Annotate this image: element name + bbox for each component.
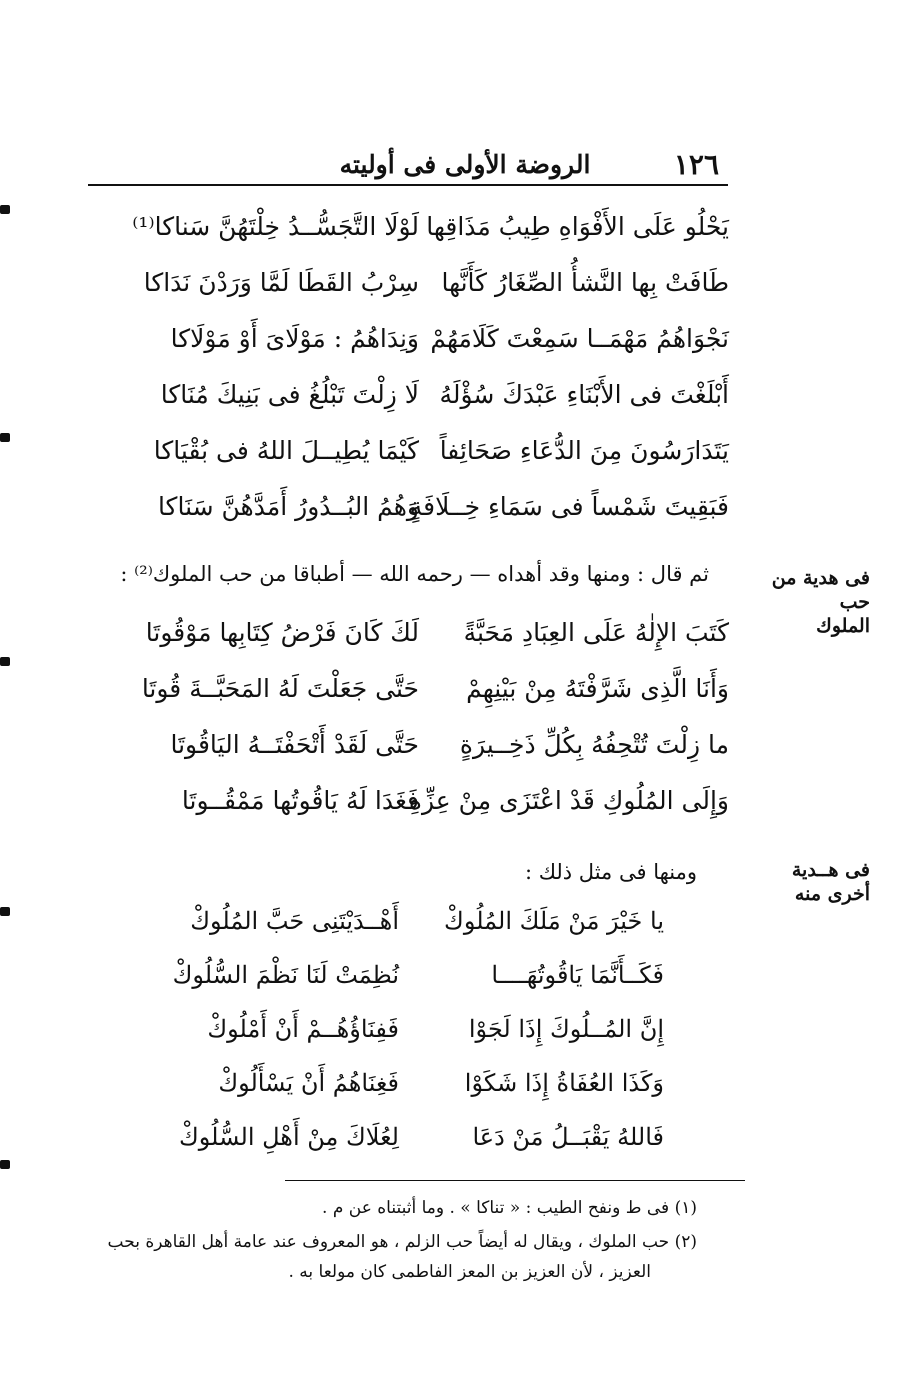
verse-first-hemistich: إِنَّ المُــلُوكَ إِذَا لَجَوْا bbox=[468, 1015, 664, 1043]
verse-first-hemistich: فَاللهُ يَقْبَــلُ مَنْ دَعَا bbox=[472, 1123, 664, 1151]
verse-first-hemistich: يَتَدَارَسُونَ مِنَ الدُّعَاءِ صَحَائِفاً bbox=[439, 436, 729, 465]
verse-first-hemistich: وَكَذَا العُفَاةُ إِذَا شَكَوْا bbox=[464, 1069, 664, 1097]
running-title: الروضة الأولى فى أوليته bbox=[339, 150, 591, 179]
intro-line: ثم قال : ومنها وقد أهداه — رحمه الله — أطباقا من حب الملوك⁽²⁾ : bbox=[120, 562, 709, 586]
verse-first-hemistich: يَحْلُو عَلَى الأَفْوَاهِ طِيبُ مَذَاقِها bbox=[426, 212, 729, 241]
verse-line bbox=[99, 674, 729, 730]
verse-line bbox=[99, 436, 729, 492]
verse-second-hemistich: لَوْلَا التَّجَسُّــدُ خِلْتَهُنَّ سَناكا⁽¹⁾ bbox=[132, 212, 419, 241]
verse-line bbox=[99, 268, 729, 324]
footnote: (٢) حب الملوك ، ويقال له أيضاً حب الزلم ، هو المعروف عند عامة أهل القاهرة بحب bbox=[107, 1232, 697, 1252]
verse-first-hemistich: فَكَــأَنَّمَا يَاقُوتُهَــــا bbox=[491, 961, 664, 989]
verse-line bbox=[159, 907, 664, 961]
verse-first-hemistich: يا خَيْرَ مَنْ مَلَكَ المُلُوكْ bbox=[444, 907, 664, 935]
header-rule bbox=[88, 184, 728, 186]
verse-second-hemistich: حَتَّى لَقَدْ أَتْحَفْتَــهُ اليَاقُوتَا bbox=[170, 730, 419, 759]
verse-first-hemistich: طَافَتْ بِها النَّشأُ الصِّغَارُ كَأَنَّها bbox=[441, 268, 729, 297]
scan-edge-mark bbox=[0, 907, 10, 916]
verse-line bbox=[99, 618, 729, 674]
scan-edge-mark bbox=[0, 657, 10, 666]
verse-second-hemistich: فَفِنَاؤُهُــمْ أَنْ أَمْلُوكْ bbox=[207, 1015, 399, 1043]
verse-second-hemistich: وَنِدَاهُمُ : مَوْلَاىَ أَوْ مَوْلَاكا bbox=[170, 324, 419, 353]
verse-second-hemistich: لَا زِلْتَ تَبْلُغُ فى بَنِيكَ مُنَاكا bbox=[160, 380, 419, 409]
margin-note: فى هدية من حب الملوك bbox=[771, 567, 870, 637]
footnote: (١) فى ط ونفح الطيب : « تناكا » . وما أثبتناه عن م . bbox=[322, 1198, 697, 1218]
verse-second-hemistich: سِرْبُ القَطَا لَمَّا وَرَدْنَ نَدَاكا bbox=[143, 268, 419, 297]
verse-line bbox=[159, 1123, 664, 1177]
verse-second-hemistich: لَكَ كَانَ فَرْضُ كِتَابِها مَوْقُوتَا bbox=[145, 618, 419, 647]
verse-line bbox=[99, 492, 729, 548]
verse-line bbox=[99, 786, 729, 842]
verse-second-hemistich: نُظِمَتْ لَنَا نَظْمَ السُّلُوكْ bbox=[172, 961, 399, 989]
verse-line bbox=[159, 1069, 664, 1123]
verse-second-hemistich: لِعُلَاكَ مِنْ أَهْلِ السُّلُوكْ bbox=[178, 1123, 399, 1151]
verse-first-hemistich: أَبْلَغْتَ فى الأَبْنَاءِ عَبْدَكَ سُؤْلَهُ bbox=[439, 380, 729, 409]
scan-edge-mark bbox=[0, 205, 10, 214]
verse-first-hemistich: وَأَنَا الَّذِى شَرَّفْتَهُ مِنْ بَيْنِهِمْ bbox=[466, 674, 729, 703]
footnote-rule bbox=[285, 1180, 745, 1181]
verse-first-hemistich: فَبَقِيتَ شَمْساً فى سَمَاءِ خِــلَافَةٍ bbox=[409, 492, 729, 521]
verse-first-hemistich: ما زِلْتَ تُتْحِفُهُ بِكُلِّ ذَخِــيرَةٍ bbox=[459, 730, 729, 759]
verse-line bbox=[99, 380, 729, 436]
verse-line bbox=[159, 961, 664, 1015]
page-number: ١٢٦ bbox=[673, 148, 719, 181]
verse-second-hemistich: حَتَّى جَعَلْتَ لَهُ المَحَبَّــةَ قُوتَا bbox=[141, 674, 419, 703]
scan-edge-mark bbox=[0, 1160, 10, 1169]
verse-line bbox=[99, 212, 729, 268]
verse-second-hemistich: أَهْــدَيْتَنِى حَبَّ المُلُوكْ bbox=[190, 907, 399, 935]
scan-edge-mark bbox=[0, 433, 10, 442]
verse-first-hemistich: نَجْوَاهُمُ مَهْمَــا سَمِعْتَ كَلَامَهُمْ bbox=[430, 324, 729, 353]
verse-second-hemistich: فَغَدَا لَهُ يَاقُوتُها مَمْقُــوتَا bbox=[181, 786, 419, 815]
verse-line bbox=[99, 730, 729, 786]
intro-line: ومنها فى مثل ذلك : bbox=[524, 860, 697, 884]
verse-second-hemistich: فَغِنَاهُمُ أَنْ يَسْأَلُوكْ bbox=[218, 1069, 399, 1097]
verse-line bbox=[159, 1015, 664, 1069]
margin-note: فى هــدية أخرى منه bbox=[791, 859, 870, 905]
verse-first-hemistich: كَتَبَ الإِلٰهُ عَلَى العِبَادِ مَحَبَّةً bbox=[463, 618, 729, 647]
verse-second-hemistich: وَهُمُ البُــدُورُ أَمَدَّهُنَّ سَنَاكا bbox=[157, 492, 419, 521]
verse-second-hemistich: كَيْمَا يُطِيــلَ اللهُ فى بُقْيَاكا bbox=[153, 436, 419, 465]
footnote-continuation: العزيز ، لأن العزيز بن المعز الفاطمى كان مولعا به . bbox=[288, 1262, 651, 1282]
verse-first-hemistich: وَإِلَى المُلُوكِ قَدْ اعْتَزَى مِنْ عِزِّهِ bbox=[408, 786, 729, 815]
verse-line bbox=[99, 324, 729, 380]
